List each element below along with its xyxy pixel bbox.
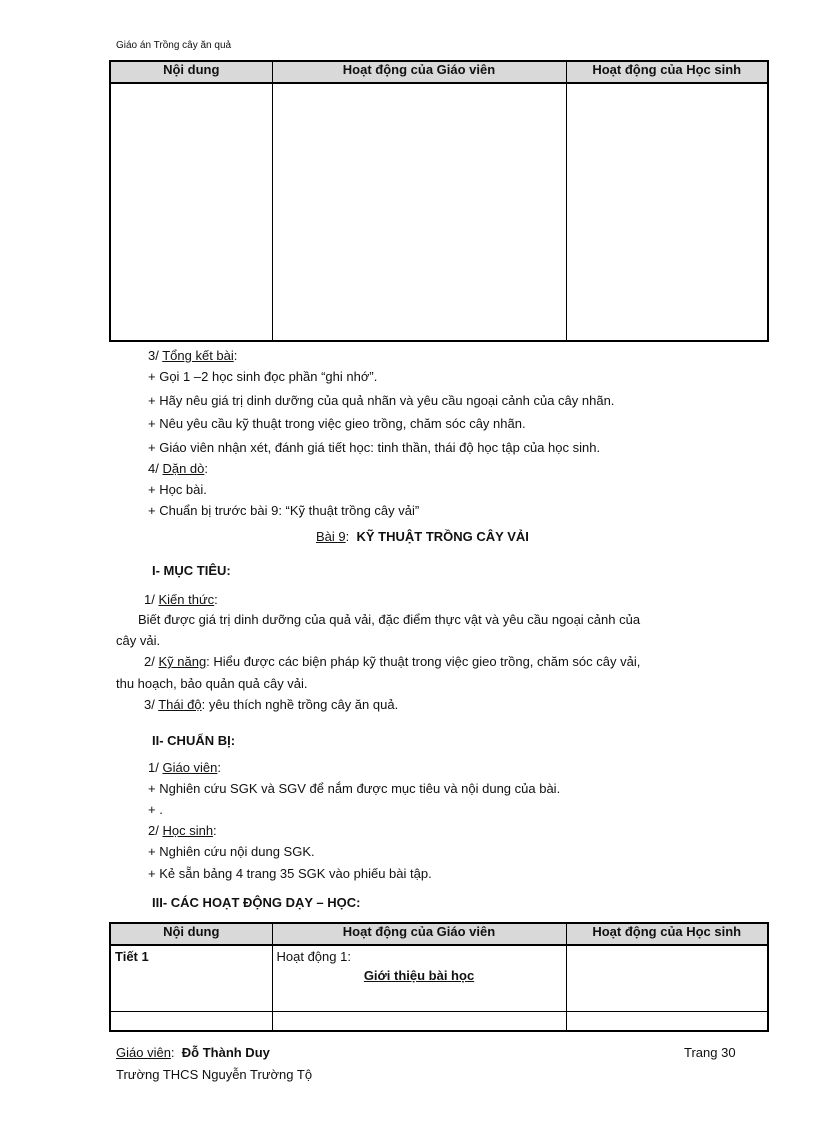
- activities-heading: III- CÁC HOẠT ĐỘNG DẠY – HỌC:: [152, 895, 361, 910]
- page-header-note: Giáo án Trồng cây ăn quả: [116, 40, 232, 51]
- table-cell: [566, 945, 768, 1011]
- summary-line: + Hãy nêu giá trị dinh dưỡng của quả nhãn và yêu cầu ngoại cảnh của cây nhãn.: [148, 393, 615, 408]
- col-header-student: Hoạt động của Học sinh: [566, 923, 768, 945]
- skills-text: 2/ Kỹ năng: Hiểu được các biện pháp kỹ thuật trong việc gieo trồng, chăm sóc cây vải,: [144, 654, 641, 669]
- table-cell: [272, 1011, 566, 1031]
- preparation-heading: II- CHUẨN BỊ:: [152, 733, 236, 748]
- footer-school: Trường THCS Nguyễn Trường Tộ: [116, 1067, 313, 1082]
- summary-line: + Gọi 1 –2 học sinh đọc phần “ghi nhớ”.: [148, 369, 378, 384]
- prep-student-line: + Kẻ sẵn bảng 4 trang 35 SGK vào phiếu bài tập.: [148, 866, 432, 881]
- table-cell: [110, 83, 272, 341]
- prep-student-line: + Nghiên cứu nội dung SGK.: [148, 844, 315, 859]
- col-header-teacher: Hoạt động của Giáo viên: [272, 923, 566, 945]
- col-header-content: Nội dung: [110, 923, 272, 945]
- page-number: Trang 30: [684, 1045, 736, 1060]
- col-header-content: Nội dung: [110, 61, 272, 83]
- table-cell: [566, 1011, 768, 1031]
- col-header-teacher: Hoạt động của Giáo viên: [272, 61, 566, 83]
- period-cell: Tiết 1: [110, 945, 272, 1011]
- summary-line: + Giáo viên nhận xét, đánh giá tiết học: tinh thần, thái độ học tập của học sinh.: [148, 440, 601, 455]
- summary-line: + Nêu yêu cầu kỹ thuật trong việc gieo trồng, chăm sóc cây nhãn.: [148, 416, 526, 431]
- homework-line: + Học bài.: [148, 482, 207, 497]
- teacher-activity-cell: [272, 945, 566, 1011]
- prep-teacher-line: + Nghiên cứu SGK và SGV để nắm được mục tiêu và nội dung của bài.: [148, 781, 561, 796]
- attitude-text: 3/ Thái độ: yêu thích nghề trồng cây ăn quả.: [144, 697, 399, 712]
- lesson-table-top: [109, 60, 769, 342]
- knowledge-heading: 1/ Kiến thức:: [144, 592, 218, 607]
- knowledge-text: Biết được giá trị dinh dưỡng của quả vải, đặc điểm thực vật và yêu cầu ngoại cảnh của: [138, 612, 641, 627]
- skills-text: thu hoạch, bảo quản quả cây vải.: [116, 676, 308, 691]
- activity-title: Giới thiệu bài học: [363, 968, 475, 983]
- table-cell: [272, 83, 566, 341]
- lesson-table-activities: [109, 922, 769, 1032]
- objectives-heading: I- MỤC TIÊU:: [152, 563, 231, 578]
- summary-heading: 3/ Tổng kết bài:: [148, 348, 238, 363]
- table-cell: [110, 1011, 272, 1031]
- prep-teacher-heading: 1/ Giáo viên:: [148, 760, 222, 775]
- prep-teacher-line: + .: [148, 802, 163, 817]
- col-header-student: Hoạt động của Học sinh: [566, 61, 768, 83]
- activity-label: Hoạt động 1:: [276, 949, 351, 964]
- prep-student-heading: 2/ Học sinh:: [148, 823, 217, 838]
- footer-teacher: Giáo viên: Đỗ Thành Duy: [116, 1045, 270, 1060]
- table-cell: [566, 83, 768, 341]
- lesson-title: Bài 9: KỸ THUẬT TRỒNG CÂY VẢI: [316, 529, 529, 544]
- knowledge-text: cây vải.: [116, 633, 161, 648]
- homework-heading: 4/ Dặn dò:: [148, 461, 209, 476]
- homework-line: + Chuẩn bị trước bài 9: “Kỹ thuật trồng cây vải”: [148, 503, 420, 518]
